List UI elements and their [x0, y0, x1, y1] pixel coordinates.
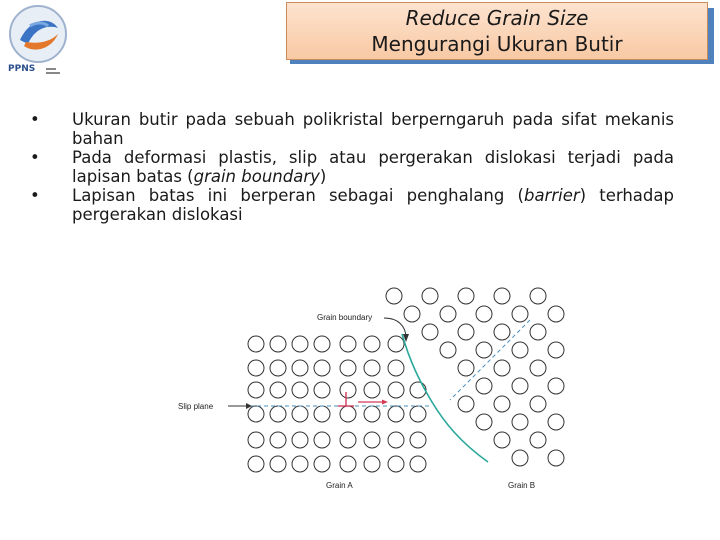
slip-plane-label: Slip plane — [178, 402, 214, 411]
grain-a-atoms — [248, 336, 426, 472]
grain-a-atom — [314, 360, 330, 376]
grain-a-atom — [270, 336, 286, 352]
grain-a-atom — [314, 432, 330, 448]
grain-a-label: Grain A — [326, 481, 353, 490]
grain-a-atom — [364, 382, 380, 398]
grain-b-atom — [494, 360, 510, 376]
grain-a-atom — [292, 336, 308, 352]
grain-b-atom — [458, 396, 474, 412]
grain-b-atom — [458, 360, 474, 376]
grain-a-atom — [314, 382, 330, 398]
grain-a-atom — [248, 456, 264, 472]
grain-a-atom — [340, 360, 356, 376]
dislocation-arrowhead-icon — [382, 400, 388, 405]
grain-b-atom — [476, 378, 492, 394]
grain-a-atom — [388, 336, 404, 352]
grain-b-atom — [530, 396, 546, 412]
grain-b-atom — [494, 396, 510, 412]
grain-a-atom — [292, 432, 308, 448]
title-english: Reduce Grain Size — [405, 6, 589, 30]
slide-title — [286, 2, 708, 60]
grain-a-atom — [270, 360, 286, 376]
bullet-list — [26, 110, 674, 224]
bullet-text-end: ) — [319, 167, 327, 186]
grain-a-atom — [388, 360, 404, 376]
bullet-item — [26, 148, 674, 186]
grain-b-atom — [548, 342, 564, 358]
grain-boundary-label: Grain boundary — [317, 313, 373, 322]
bullet-text: Lapisan batas ini berperan sebagai penghalang ( — [72, 186, 524, 205]
bullet-marker: • — [30, 186, 40, 205]
ppns-logo — [6, 4, 90, 76]
grain-b-atom — [512, 306, 528, 322]
grain-b-atom — [548, 414, 564, 430]
grain-a-atom — [340, 456, 356, 472]
grain-b-atom — [476, 414, 492, 430]
grain-b-atom — [512, 450, 528, 466]
grain-b-atom — [494, 324, 510, 340]
grain-a-atom — [410, 432, 426, 448]
grain-a-atom — [388, 382, 404, 398]
grain-a-atom — [364, 456, 380, 472]
grain-a-atom — [388, 406, 404, 422]
grain-b-atom — [548, 450, 564, 466]
grain-b-atom — [548, 306, 564, 322]
grain-b-atom — [494, 288, 510, 304]
grain-b-atom — [404, 306, 420, 322]
grain-b-atom — [530, 324, 546, 340]
bullet-italic-term: barrier — [523, 186, 580, 205]
logo-text: PPNS — [8, 64, 36, 74]
grain-a-atom — [314, 456, 330, 472]
grain-b-atom — [530, 432, 546, 448]
grain-b-atom — [512, 342, 528, 358]
grain-a-atom — [340, 382, 356, 398]
bullet-italic-term: grain boundary — [193, 167, 320, 186]
grain-b-atom — [422, 288, 438, 304]
bullet-text: Ukuran butir pada sebuah polikristal berperngaruh pada sifat mekanis bahan — [72, 110, 674, 148]
grain-a-atom — [292, 456, 308, 472]
grain-a-atom — [292, 406, 308, 422]
diagram-svg — [170, 282, 590, 492]
grain-a-atom — [364, 406, 380, 422]
bullet-text-end: ) terhadap pergerakan dislokasi — [72, 186, 674, 224]
grain-a-atom — [270, 382, 286, 398]
grain-a-atom — [248, 360, 264, 376]
grain-a-atom — [270, 432, 286, 448]
grain-b-atom — [476, 342, 492, 358]
bullet-marker: • — [30, 148, 40, 167]
grain-b-atom — [458, 324, 474, 340]
grain-b-atom — [530, 288, 546, 304]
grain-b-atom — [422, 324, 438, 340]
slide-title-box — [286, 2, 714, 64]
grain-b-atom — [512, 414, 528, 430]
grain-b-atom — [512, 378, 528, 394]
bullet-marker: • — [30, 110, 40, 129]
grain-a-atom — [364, 360, 380, 376]
grain-b-atom — [548, 378, 564, 394]
grain-a-atom — [388, 432, 404, 448]
grain-b-atom — [440, 306, 456, 322]
grain-a-atom — [388, 456, 404, 472]
grain-a-atom — [364, 432, 380, 448]
grain-a-atom — [340, 432, 356, 448]
grain-a-atom — [314, 406, 330, 422]
grain-a-atom — [314, 336, 330, 352]
grain-a-atom — [340, 406, 356, 422]
grain-a-atom — [410, 406, 426, 422]
grain-a-atom — [270, 406, 286, 422]
grain-a-atom — [248, 406, 264, 422]
grain-b-atom — [494, 432, 510, 448]
grain-b-atom — [458, 288, 474, 304]
title-indonesian: Mengurangi Ukuran Butir — [371, 32, 623, 56]
grain-a-atom — [410, 456, 426, 472]
bullet-item — [26, 186, 674, 224]
grain-b-label: Grain B — [508, 481, 536, 490]
grain-a-atom — [248, 336, 264, 352]
bullet-item — [26, 110, 674, 148]
grain-a-atom — [292, 360, 308, 376]
grain-b-atom — [386, 288, 402, 304]
grain-b-atom — [476, 306, 492, 322]
grain-b-atom — [440, 342, 456, 358]
grain-a-atom — [248, 382, 264, 398]
grain-boundary-diagram — [170, 282, 590, 492]
grain-a-atom — [292, 382, 308, 398]
grain-b-atom — [530, 360, 546, 376]
grain-a-atom — [270, 456, 286, 472]
bullet-text: Pada deformasi plastis, slip atau pergerakan dislokasi terjadi pada lapisan batas ( — [72, 148, 674, 186]
grain-a-atom — [364, 336, 380, 352]
grain-a-atom — [248, 432, 264, 448]
grain-a-atom — [340, 336, 356, 352]
grain-a-atom — [410, 382, 426, 398]
